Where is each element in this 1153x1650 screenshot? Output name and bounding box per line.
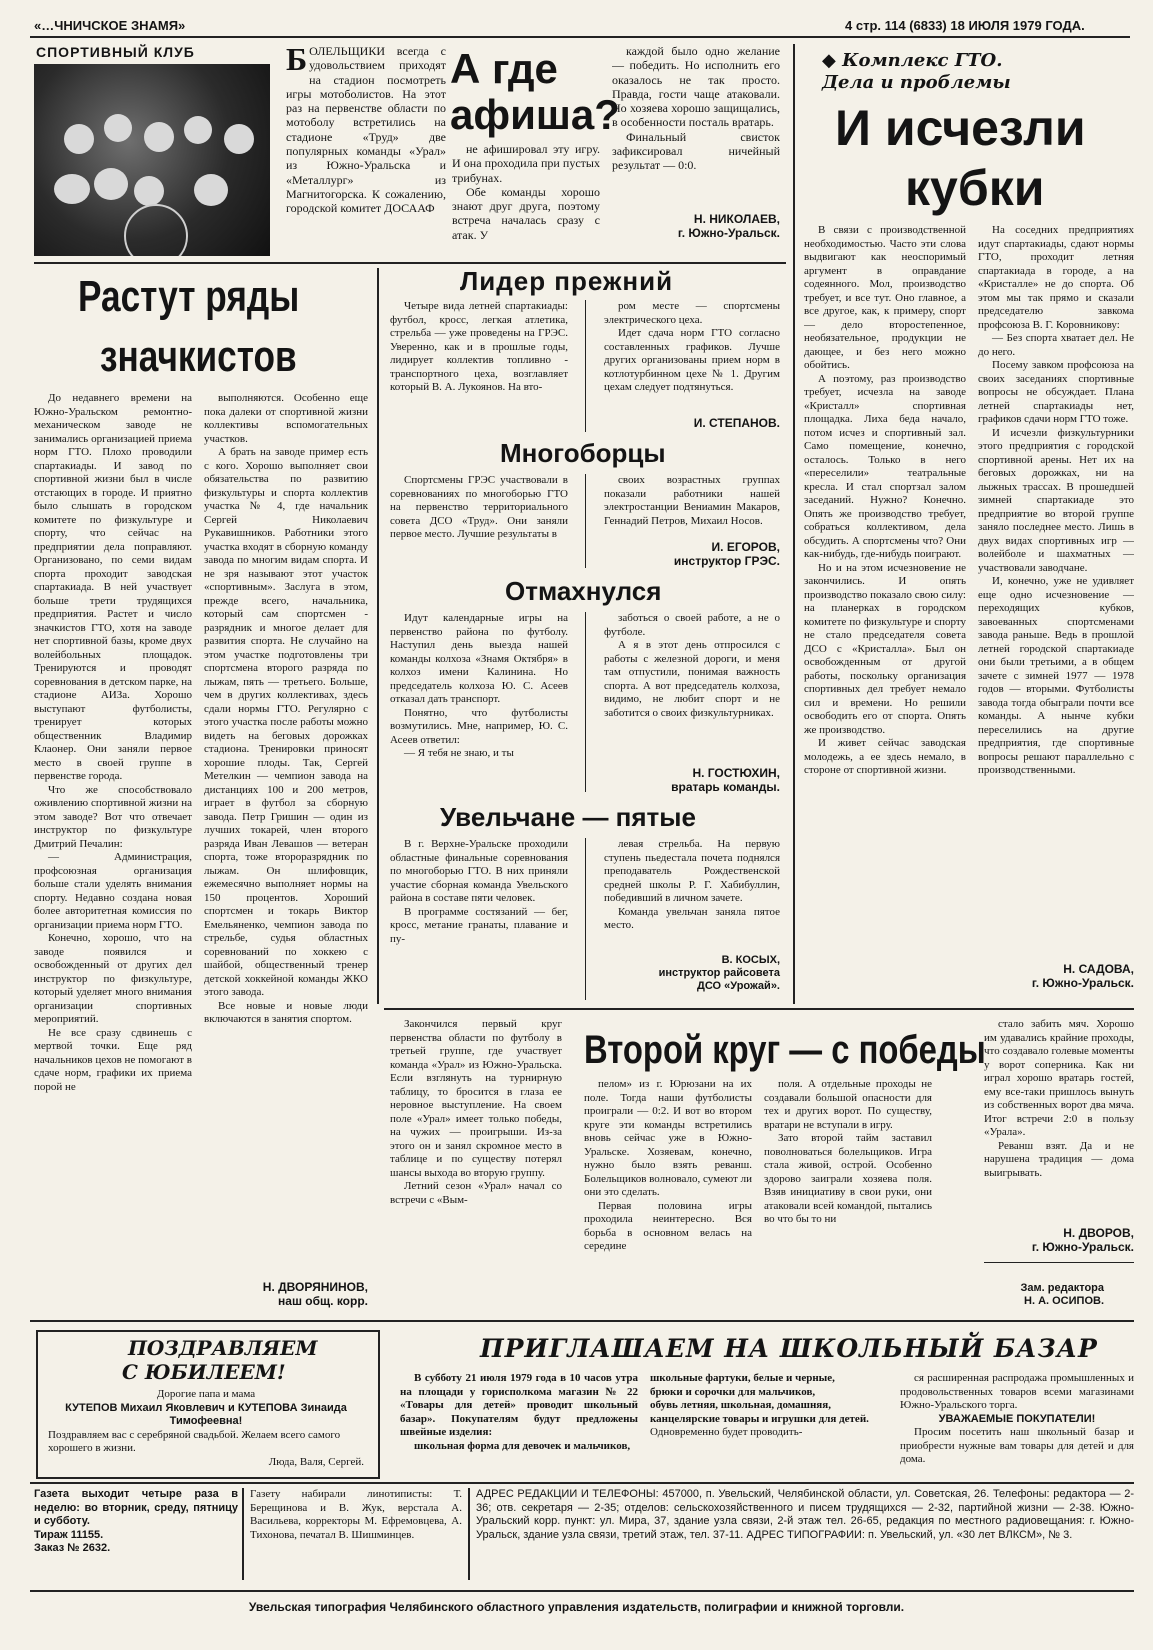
lider-author: И. СТЕПАНОВ. bbox=[693, 416, 780, 430]
mnogo-author: И. ЕГОРОВ, инструктор ГРЭС. bbox=[673, 540, 780, 568]
mnogo-headline: Многоборцы bbox=[500, 438, 666, 468]
lider-col2: ром месте — спортсмены электрического цеха. Идет сдача норм ГТО согласно составленных графиков. Лучше других организованы прием норм в котлотурбинном цехе № 1. Другим цехам следует подтянуться. bbox=[604, 300, 780, 393]
masthead-rule bbox=[30, 36, 1130, 38]
masthead-right: 4 стр. 114 (6833) 18 ИЮЛЯ 1979 ГОДА. bbox=[845, 18, 1085, 33]
editor-signature: Зам. редактора Н. А. ОСИПОВ. bbox=[1020, 1282, 1104, 1307]
otmah-divider bbox=[585, 612, 586, 792]
znachk-headline-2: значкистов bbox=[100, 332, 297, 381]
znachk-author: Н. ДВОРЯНИНОВ, наш общ. корр. bbox=[262, 1280, 368, 1308]
uvel-headline: Увельчане — пятые bbox=[440, 802, 696, 832]
lider-headline: Лидер прежний bbox=[460, 266, 674, 296]
footer-rule bbox=[30, 1482, 1134, 1484]
ads-rule bbox=[30, 1320, 1134, 1322]
gto-divider bbox=[793, 44, 795, 1004]
mnogo-col1: Спортсмены ГРЭС участвовали в соревнованиях по многоборью ГТО на первенство территориального совета ДСО «Труд». Они заняли первое место. Лучшие результаты в bbox=[390, 474, 568, 540]
footer-divider-1 bbox=[242, 1488, 244, 1580]
section-sport-club: СПОРТИВНЫЙ КЛУБ bbox=[36, 44, 195, 60]
gto-author: Н. САДОВА, г. Южно-Уральск. bbox=[1031, 962, 1134, 990]
uvel-col1: В г. Верхне-Уральске проходили областные финальные соревнования по многоборью ГТО. В них приняли участие сборная команда Увельского района в составе пяти человек. В программе состязаний — бег, кросс, метание гранаты, плавание и пу- bbox=[390, 838, 568, 945]
otmah-author: Н. ГОСТЮХИН, вратарь команды. bbox=[671, 766, 780, 794]
afisha-headline: А где афиша? bbox=[450, 45, 620, 138]
krug-col4: стало забить мяч. Хорошо им удавались крайние проходы, что создавало голевые моменты у ворот соперника. Как ни играл хорошо вратарь гостей, ему все-таки пришлось вынуть из собственных ворот два мяча. Итог встречи 2:0 в пользу «Урала». Реванш взят. Да и не нарушена традиция — дома выигрывать. bbox=[984, 1018, 1134, 1179]
bazar-col2: школьные фартуки, белые и черные, брюки и сорочки для мальчиков, обувь летняя, школьная, домашняя, канцелярские товары и игрушки для детей. Одновременно будет проводить- bbox=[650, 1372, 869, 1438]
otmah-col1: Идут календарные игры на первенство района по футболу. Наступил день выезда нашей команды колхоза «Знамя Октября» в колхоз имени Калинина. Но председатель колхоза Ю. С. Асеев отказал дать транспорт. Понятно, что футболисты возмутились. Мне, например, Ю. С. Асеев ответил: — Я тебя не знаю, и ты bbox=[390, 612, 568, 759]
afisha-author: Н. НИКОЛАЕВ, г. Южно-Уральск. bbox=[677, 212, 780, 240]
gto-col1: В связи с производственной необходимостью. Часто эти слова выдвигают как неоспоримый аргумент в оправдание содеянного. Мол, производство требует, и все тут. Оно главное, а все другое, как, к примеру, спорт — дело второстепенное, необязательное, продукции не дающее, и без него можно обойтись. А поэтому, раз производство требует, исчезла на заводе «Кристалл» спортивная площадка. Лиха беда начало, потом исчез и спортивный зал. Само помещение, конечно, осталось. Только в него «переселили» театральные кресла. И стал спортзал залом заседаний. Нужно? Конечно. Опять же производство требует, собраться коллективом, дела обсудить. А спортсмены что? Они как-нибудь, где-нибудь поиграют. Но и на этом исчезновение не закончились. И опять производство показало свою силу: на планерках в городском комитете по физкультуре и спорту не стало председателя совета ДСО с «Кристалла». Был он освобожденным от другой работы, поскольку организация спортивных дел требует немало сил и времени. Но решили освободить его от спорта. Опять же производство. И живет сейчас заводская молодежь, а ее здесь немало, в стороне от спортивной жизни. bbox=[804, 224, 966, 776]
fans-dropcap: Б bbox=[286, 44, 308, 77]
krug-col1: Закончился первый круг первенства области по футболу в третьей группе, где участвует команда «Урал» из Южно-Уральска. Если взглянуть на турнирную таблицу, то бросится в глаза ее неровное выступление. На своем поле «Урал» имеет только победы, на чужих — проигрыши. Из-за этого он и занял скромное место в таблице и по существу потерял шансы выхода во вторую группу. Летний сезон «Урал» начал со встречи с «Вым- bbox=[390, 1018, 562, 1206]
gto-kicker: ◆ Комплекс ГТО. Дела и проблемы bbox=[822, 50, 1011, 93]
gto-col2: На соседних предприятиях идут спартакиады, сдают нормы ГТО, проходит летняя спартакиада в городе, а на «Кристалле» не до спорта. Об этом мы так прямо и сказали председателю завкома профсоюза В. Г. Коровникову: — Без спорта хватает дел. Не до него. Посему завком профсоюза на своих заседаниях спортивные вопросы не обсуждает. Плана летней спартакиады нет, графиков сдачи норм ГТО тоже. И исчезли физкультурники этого предприятия с городской спортивной арены. Нет их на беговых дорожках, ни на лыжных трассах. В прошедшей зимней спартакиаде это предприятие во второй группе заняло последнее место. Лишь в двух видах спортивных игр — волейболе и шахматных — участвовали заводчане. И, конечно, уже не удивляет еще одно исчезновение — переходящих кубков, завоеванных спортсменами завода раньше. Ведь в прошлой летней городской спартакиаде они были третьими, а в общем зачете с зимней 1977 — 1978 годов — вторыми. Футболисты завода тогда обыграли почти все команды. А нынче кубки переселились на другие предприятия, где спортивные вопросы решают параллельно с производственными. bbox=[978, 224, 1134, 776]
congrats-title: ПОЗДРАВЛЯЕМ С ЮБИЛЕЕМ! bbox=[122, 1336, 318, 1384]
krug-author: Н. ДВОРОВ, г. Южно-Уральск. bbox=[1031, 1226, 1134, 1254]
fans-article bbox=[286, 44, 446, 254]
znachk-col2: выполняются. Особенно еще пока далеки от спортивной жизни коллективы вспомогательных участков. А брать на заводе пример есть с кого. Хорошо выполняет свои обязательства по развитию физкультуры и спорта коллектив участка № 4, где начальник Сергей Николаевич Рукавишников. Работники этого участка входят в сборную команду завода по многим видам спорта. И не зря называют этот участок «спортивным». Заслуга в этом, прежде всего, начальника, который сам спортсмен - разрядник и многое делает для развития спорта. Не случайно на этом участке подготовлены три спортсмена второго разряда по лыжам, пять — третьего. Больше, чем в других коллективах, здесь сдали нормы ГТО. Регулярно с этого участка после работы можно видеть на беговых дорожках стадиона. Тренировки приносят хорошие плоды. Так, Сергей Метелкин — чемпион завода на дистанциях 100 и 200 метров, играет в футбол за сборную завода. Петр Гришин — один из лучших токарей, член второго разряда Иван Левашов — ветеран спорта, тоже второразрядник по лыжам. Он шлифовщик, ежемесячно выполняет нормы на 150 процентов. Хороший спортсмен и токарь Виктор Емельяненко, чемпион завода по стрельбе, судья областных соревнований по хоккею с шайбой, общественный тренер детской хоккейной команды ЖКО этого завода. Все новые и новые люди включаются в занятия спортом. bbox=[204, 392, 368, 1025]
mnogo-divider bbox=[585, 474, 586, 568]
gto-headline-2: кубки bbox=[905, 160, 1045, 216]
footer-rule-2 bbox=[30, 1590, 1134, 1592]
left-divider bbox=[377, 268, 379, 1004]
otmah-headline: Отмахнулся bbox=[505, 576, 662, 606]
krug-col2: пелом» из г. Юрюзани на их поле. Тогда наши футболисты проиграли — 0:2. И вот во втором круге эти команды встретились вновь сейчас уже в Южно-Уральске. Хозяевам, конечно, нужно было взять реванш. Болельщиков волновало, сумеют ли они это сделать. Первая половина игры проходила неинтересно. Вся борьба в основном велась на середине bbox=[584, 1078, 752, 1252]
krug-col3: поля. А отдельные проходы не создавали большой опасности для тех и других ворот. По существу, вратари не вступали в игру. Зато второй тайм заставил поволноваться болельщиков. Игра стала живой, острой. Особенно здорово заиграли хозяева поля. Взяв инициативу в свои руки, они атаковали всей командой, пытались во что бы то ни bbox=[764, 1078, 932, 1225]
footer-publish: Газета выходит четыре раза в неделю: во вторник, среду, пятницу и субботу. Тираж 11155. Заказ № 2632. bbox=[34, 1488, 238, 1554]
footer-divider-2 bbox=[468, 1488, 470, 1580]
top-rule-left bbox=[34, 262, 786, 264]
krug-headline: Второй круг — с победы bbox=[584, 1028, 986, 1072]
fans-text: ОЛЕЛЬЩИКИ всегда с удовольствием приходят на стадион посмотреть игры мотоболистов. На этот раз на первенстве области по мотоболу встретились на стадионе «Труд» две популярных команды «Урал» из Южно-Уральска и «Металлург» из Магнитогорска. К сожалению, городской комитет ДОСААФ bbox=[286, 44, 446, 216]
mnogo-col2: своих возрастных группах показали работники нашей электростанции Вениамин Макаров, Геннадий Петров, Михаил Носов. bbox=[604, 474, 780, 527]
znachk-col1: До недавнего времени на Южно-Уральском ремонтно-механическом заводе не занимались организацией приема норм ГТО. Плохо проводили спартакиады. И завод по спортивной жизни был в числе отстающих в городе. И приятно было слышать в городском комитете по физкультуре и спорту, что сейчас на предприятии дела поправляют. Организовано, по семи видам спорта проходит заводская спартакиада. В ней участвует больше трети трудящихся предприятия. Растет и число значкистов ГТО, хотя на заводе нет спортивной базы, кроме двух волейбольных площадок. Тренируются и проводят соревнования в детском парке, на стадионе АИЗа. Хорошо выступают футболисты, тренирует которых общественник Владимир Клаонер. Они заняли первое место в своей группе в первенстве города. Что же способствовало оживлению спортивной жизни на этом заводе? Вот что отвечает инструктор по физкультуре Дмитрий Печалин: — Администрация, профсоюзная организация больше стали уделять внимания спорту. Недавно создана новая более авторитетная комиссия по организации приема норм ГТО. Конечно, хорошо, что на заводе появился и освобожденный от других дел инструктор по физкультуре, который уделяет много внимания организации спортивных мероприятий. Не все сразу сдвинешь с мертвой точки. Еще ряд начальников цехов не помогают в сдаче норм, графики их приема порой не bbox=[34, 392, 192, 1093]
footer-address: АДРЕС РЕДАКЦИИ И ТЕЛЕФОНЫ: 457000, п. Увельский, Челябинской области, ул. Советская, 26. Телефоны: редактора — 2-36; отв. секретаря — 2-35; отделов: сельскохозяйственного и писем трудящихся — 2-32, партийной жизни — 2-38. Южно-Уральский корр. пункт: ул. Мира, 37, здание узла связи, 2-й этаж тел. 26-65, редакция по местного радиовещания: г. Южно-Уральск, здание узла связи, третий этаж, тел. 37-11. АДРЕС ТИПОГРАФИИ: п. Увельский, ул. «30 лет ВЛКСМ», № 3. bbox=[476, 1488, 1134, 1541]
krug-rule bbox=[384, 1008, 1134, 1010]
gto-headline-1: И исчезли bbox=[835, 100, 1086, 156]
team-photo bbox=[34, 64, 270, 256]
znachk-headline-1: Растут ряды bbox=[78, 272, 300, 321]
uvel-col2: левая стрельба. На первую ступень пьедестала почета поднялся преподаватель Рождественской средней школы Р. Г. Хабибуллин, победивший в личном зачете. Команда увельчан заняла пятое место. bbox=[604, 838, 780, 931]
congrats-text: Дорогие папа и мама КУТЕПОВ Михаил Яковлевич и КУТЕПОВА Зинаида Тимофеевна! Поздравляем вас с серебряной свадьбой. Желаем всего самого хорошего в жизни. Люда, Валя, Сергей. bbox=[48, 1388, 364, 1468]
lider-col1: Четыре вида летней спартакиады: футбол, кросс, легкая атлетика, стрельба — уже проведены на ГРЭС. Уверенно, как и в прошлые годы, лидирует коллектив топливно - транспортного цеха, возглавляет который В. А. Лукоянов. На вто- bbox=[390, 300, 568, 393]
footer-staff: Газету набирали линотиписты: Т. Берещинова и В. Жук, верстала А. Васильева, корректоры М. Ефремовцева, А. Тихонова, печатал В. Шишминцев. bbox=[250, 1488, 462, 1541]
otmah-col2: заботься о своей работе, а не о футболе. А я в этот день отпросился с работы с железной дороги, и меня там отпустили, понимая важность спорта. А вот председатель колхоза, видимо, не любит спорт и не заботится о своих физкультурниках. bbox=[604, 612, 780, 719]
editor-rule bbox=[984, 1262, 1134, 1263]
lider-divider bbox=[585, 300, 586, 432]
footer-printer: Увельская типография Челябинского областного управления издательств, полиграфии и книжной торговли. bbox=[248, 1600, 905, 1614]
bazar-col1: В субботу 21 июля 1979 года в 10 часов утра на площади у горисполкома магазин № 22 «Товары для детей» проводит школьный базар». Покупателям будут предложены швейные изделия: школьная форма для девочек и мальчиков, bbox=[400, 1372, 638, 1452]
uvel-author: В. КОСЫХ, инструктор райсовета ДСО «Урожай». bbox=[658, 954, 780, 992]
uvel-divider bbox=[585, 838, 586, 1000]
afisha-col2: каждой было одно желание — победить. Но исполнить его оказалось не так просто. Правда, гости чаще атаковали. Но хозяева хорошо защищались, в особенности посталь вратарь. Финальный свисток зафиксировал ничейный результат — 0:0. bbox=[612, 44, 780, 173]
masthead-left: «…ЧНИЧСКОЕ ЗНАМЯ» bbox=[34, 18, 186, 33]
bazar-headline: ПРИГЛАШАЕМ НА ШКОЛЬНЫЙ БАЗАР bbox=[480, 1334, 1098, 1363]
bazar-col3: ся расширенная распродажа промышленных и продовольственных товаров всеми магазинами Южно-Уральского торга. УВАЖАЕМЫЕ ПОКУПАТЕЛИ! Просим посетить наш школьный базар и приобрести нужные вам товары для детей и для дома. bbox=[900, 1372, 1134, 1465]
afisha-col1: не афишировал эту игру. И она проходила при пустых трибунах. Обе команды хорошо знают друг друга, поэтому встреча началась сразу с атак. У bbox=[452, 142, 600, 242]
